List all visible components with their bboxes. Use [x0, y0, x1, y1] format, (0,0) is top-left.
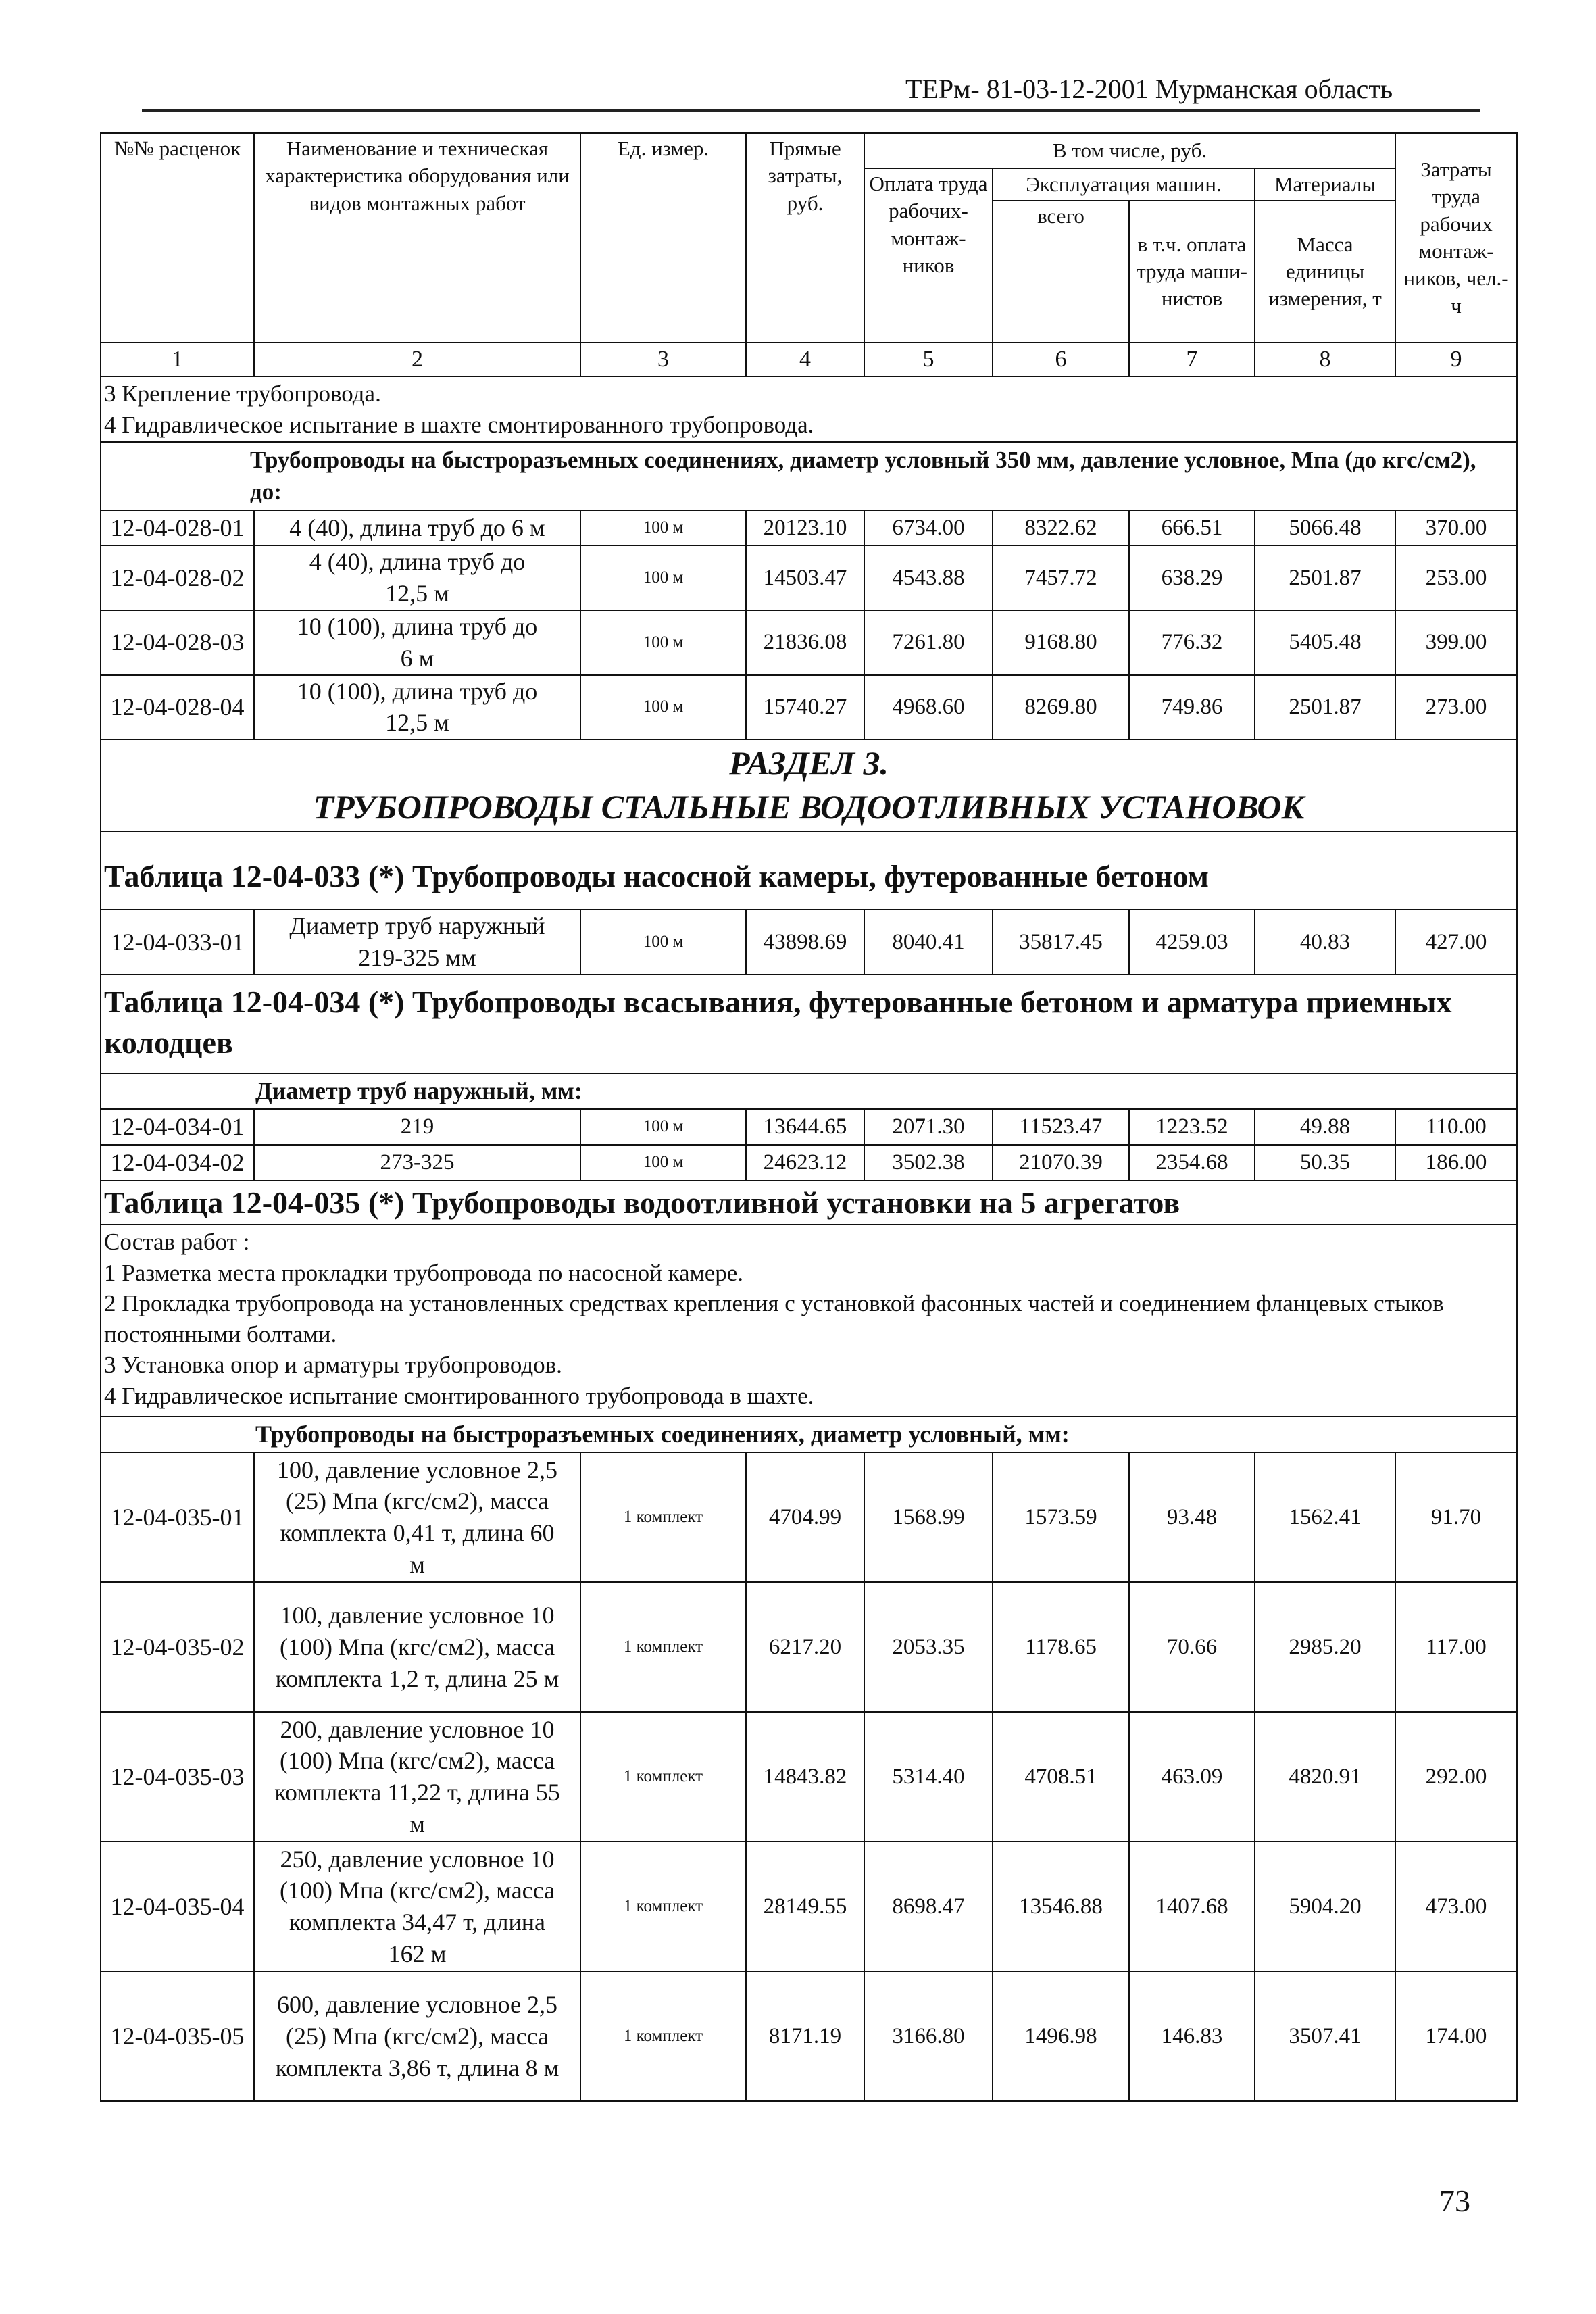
row-name: 10 (100), длина труб до 6 м — [254, 610, 580, 675]
col-header-unit: Ед. измер. — [580, 133, 746, 343]
row-labor: 7261.80 — [864, 610, 993, 675]
row-unit: 100 м — [580, 675, 746, 740]
col-num: 7 — [1129, 343, 1255, 376]
row-name: 219 — [254, 1109, 580, 1145]
row-direct: 43898.69 — [746, 910, 864, 975]
col-num: 9 — [1395, 343, 1517, 376]
subhead: Трубопроводы на быстроразъемных соединениях, диаметр условный 350 мм, давление условное, Мпа (до кгс/см2), до: — [101, 442, 1517, 510]
row-labor: 3502.38 — [864, 1145, 993, 1181]
row-name: 100, давление условное 2,5 (25) Мпа (кгс/см2), масса комплекта 0,41 т, длина 60 м — [254, 1452, 580, 1582]
row-machinists: 146.83 — [1129, 1971, 1255, 2101]
row-name: 273-325 — [254, 1145, 580, 1181]
row-labor-hours: 273.00 — [1395, 675, 1517, 740]
row-code: 12-04-028-01 — [101, 510, 254, 546]
row-labor: 1568.99 — [864, 1452, 993, 1582]
row-labor: 4543.88 — [864, 545, 993, 610]
table-title: Таблица 12-04-034 (*) Трубопроводы всасывания, футерованные бетоном и арматура приемных колодцев — [101, 975, 1517, 1073]
row-direct: 28149.55 — [746, 1842, 864, 1971]
col-header-materials: Материалы — [1255, 168, 1395, 201]
row-direct: 20123.10 — [746, 510, 864, 546]
col-header-workers: Затраты труда рабочих монтаж-ников, чел.-ч — [1395, 133, 1517, 343]
table-row — [101, 610, 1517, 675]
row-code: 12-04-034-01 — [101, 1109, 254, 1145]
row-unit: 100 м — [580, 1145, 746, 1181]
row-code: 12-04-028-03 — [101, 610, 254, 675]
work-steps — [101, 376, 1517, 442]
table-row — [101, 910, 1517, 975]
col-header-labor: Оплата труда рабочих-монтаж-ников — [864, 168, 993, 343]
row-labor-hours: 117.00 — [1395, 1582, 1517, 1712]
row-labor-hours: 91.70 — [1395, 1452, 1517, 1582]
row-labor: 5314.40 — [864, 1712, 993, 1842]
table-row — [101, 1452, 1517, 1582]
row-name: 4 (40), длина труб до 6 м — [254, 510, 580, 546]
row-machines: 8322.62 — [993, 510, 1129, 546]
row-direct: 15740.27 — [746, 675, 864, 740]
row-materials: 5066.48 — [1255, 510, 1395, 546]
row-unit: 100 м — [580, 610, 746, 675]
row-unit: 100 м — [580, 510, 746, 546]
row-machines: 35817.45 — [993, 910, 1129, 975]
col-header-direct: Прямые затраты, руб. — [746, 133, 864, 343]
row-direct: 4704.99 — [746, 1452, 864, 1582]
col-num: 1 — [101, 343, 254, 376]
row-machinists: 70.66 — [1129, 1582, 1255, 1712]
row-labor-hours: 292.00 — [1395, 1712, 1517, 1842]
table-title: Таблица 12-04-035 (*) Трубопроводы водоотливной установки на 5 агрегатов — [101, 1181, 1517, 1225]
row-code: 12-04-028-04 — [101, 675, 254, 740]
row-code: 12-04-033-01 — [101, 910, 254, 975]
row-machines: 1178.65 — [993, 1582, 1129, 1712]
row-materials: 50.35 — [1255, 1145, 1395, 1181]
row-labor: 3166.80 — [864, 1971, 993, 2101]
row-labor-hours: 186.00 — [1395, 1145, 1517, 1181]
row-unit: 1 комплект — [580, 1712, 746, 1842]
header-rule — [142, 109, 1480, 112]
work-step: Состав работ : — [104, 1229, 250, 1256]
row-machines: 7457.72 — [993, 545, 1129, 610]
row-direct: 14843.82 — [746, 1712, 864, 1842]
col-header-machines: Эксплуатация машин. — [993, 168, 1255, 201]
row-machines: 11523.47 — [993, 1109, 1129, 1145]
subhead: Диаметр труб наружный, мм: — [101, 1073, 1517, 1109]
col-num: 3 — [580, 343, 746, 376]
row-labor: 6734.00 — [864, 510, 993, 546]
row-machines: 1573.59 — [993, 1452, 1129, 1582]
row-labor: 8040.41 — [864, 910, 993, 975]
work-step: 3 Установка опор и арматуры трубопроводов. — [104, 1352, 562, 1379]
row-labor-hours: 370.00 — [1395, 510, 1517, 546]
row-labor-hours: 253.00 — [1395, 545, 1517, 610]
col-num: 4 — [746, 343, 864, 376]
row-labor: 8698.47 — [864, 1842, 993, 1971]
row-materials: 4820.91 — [1255, 1712, 1395, 1842]
row-unit: 1 комплект — [580, 1842, 746, 1971]
row-direct: 8171.19 — [746, 1971, 864, 2101]
row-materials: 49.88 — [1255, 1109, 1395, 1145]
col-header-code: №№ расценок — [101, 133, 254, 343]
row-machinists: 1407.68 — [1129, 1842, 1255, 1971]
row-code: 12-04-035-05 — [101, 1971, 254, 2101]
table-title: Таблица 12-04-033 (*) Трубопроводы насосной камеры, футерованные бетоном — [101, 831, 1517, 910]
row-name: 200, давление условное 10 (100) Мпа (кгс/см2), масса комплекта 11,22 т, длина 55 м — [254, 1712, 580, 1842]
subhead: Трубопроводы на быстроразъемных соединениях, диаметр условный, мм: — [101, 1417, 1517, 1452]
row-code: 12-04-028-02 — [101, 545, 254, 610]
col-header-incl: В том числе, руб. — [864, 133, 1395, 168]
row-labor-hours: 110.00 — [1395, 1109, 1517, 1145]
row-labor-hours: 473.00 — [1395, 1842, 1517, 1971]
table-row — [101, 510, 1517, 546]
row-machines: 4708.51 — [993, 1712, 1129, 1842]
row-name: 4 (40), длина труб до 12,5 м — [254, 545, 580, 610]
document-header: ТЕРм- 81-03-12-2001 Мурманская область — [905, 74, 1393, 104]
table-row — [101, 1145, 1517, 1181]
work-step: 3 Крепление трубопровода. — [104, 380, 381, 408]
row-machines: 21070.39 — [993, 1145, 1129, 1181]
row-unit: 1 комплект — [580, 1452, 746, 1582]
row-machinists: 776.32 — [1129, 610, 1255, 675]
table-row — [101, 675, 1517, 740]
col-num: 6 — [993, 343, 1129, 376]
table-row — [101, 1109, 1517, 1145]
col-num: 2 — [254, 343, 580, 376]
col-header-total: всего — [993, 201, 1129, 343]
row-direct: 24623.12 — [746, 1145, 864, 1181]
row-name: 10 (100), длина труб до 12,5 м — [254, 675, 580, 740]
row-materials: 5405.48 — [1255, 610, 1395, 675]
row-machinists: 638.29 — [1129, 545, 1255, 610]
row-machinists: 93.48 — [1129, 1452, 1255, 1582]
row-direct: 13644.65 — [746, 1109, 864, 1145]
table-row — [101, 545, 1517, 610]
row-direct: 6217.20 — [746, 1582, 864, 1712]
row-name: 250, давление условное 10 (100) Мпа (кгс/см2), масса комплекта 34,47 т, длина 162 м — [254, 1842, 580, 1971]
row-materials: 2985.20 — [1255, 1582, 1395, 1712]
table-row — [101, 1582, 1517, 1712]
row-code: 12-04-034-02 — [101, 1145, 254, 1181]
col-header-name: Наименование и техническая характеристика оборудования или видов монтажных работ — [254, 133, 580, 343]
row-unit: 1 комплект — [580, 1582, 746, 1712]
row-name: 100, давление условное 10 (100) Мпа (кгс/см2), масса комплекта 1,2 т, длина 25 м — [254, 1582, 580, 1712]
col-header-mass: Масса единицы измерения, т — [1255, 201, 1395, 343]
row-unit: 100 м — [580, 1109, 746, 1145]
table-row — [101, 1842, 1517, 1971]
row-unit: 1 комплект — [580, 1971, 746, 2101]
row-machinists: 666.51 — [1129, 510, 1255, 546]
row-machinists: 1223.52 — [1129, 1109, 1255, 1145]
row-code: 12-04-035-02 — [101, 1582, 254, 1712]
col-header-incl-op: в т.ч. оплата труда маши-нистов — [1129, 201, 1255, 343]
row-labor: 2053.35 — [864, 1582, 993, 1712]
row-materials: 5904.20 — [1255, 1842, 1395, 1971]
row-name: 600, давление условное 2,5 (25) Мпа (кгс/см2), масса комплекта 3,86 т, длина 8 м — [254, 1971, 580, 2101]
row-direct: 21836.08 — [746, 610, 864, 675]
row-machines: 1496.98 — [993, 1971, 1129, 2101]
row-labor: 2071.30 — [864, 1109, 993, 1145]
row-materials: 3507.41 — [1255, 1971, 1395, 2101]
work-step: 4 Гидравлическое испытание смонтированного трубопровода в шахте. — [104, 1382, 814, 1409]
row-code: 12-04-035-03 — [101, 1712, 254, 1842]
row-materials: 40.83 — [1255, 910, 1395, 975]
row-machinists: 463.09 — [1129, 1712, 1255, 1842]
row-labor-hours: 427.00 — [1395, 910, 1517, 975]
table-row — [101, 1712, 1517, 1842]
row-materials: 1562.41 — [1255, 1452, 1395, 1582]
table-row — [101, 1971, 1517, 2101]
row-code: 12-04-035-01 — [101, 1452, 254, 1582]
row-labor: 4968.60 — [864, 675, 993, 740]
row-materials: 2501.87 — [1255, 545, 1395, 610]
row-unit: 100 м — [580, 545, 746, 610]
row-machinists: 2354.68 — [1129, 1145, 1255, 1181]
row-name: Диаметр труб наружный 219-325 мм — [254, 910, 580, 975]
row-machines: 9168.80 — [993, 610, 1129, 675]
work-step: 4 Гидравлическое испытание в шахте смонтированного трубопровода. — [104, 411, 814, 438]
row-machines: 13546.88 — [993, 1842, 1129, 1971]
section-number: РАЗДЕЛ 3. — [728, 744, 889, 783]
row-code: 12-04-035-04 — [101, 1842, 254, 1971]
work-step: 2 Прокладка трубопровода на установленных средствах крепления с установкой фасонных частей и соединением фланцевых стыков постоянными болтами. — [104, 1290, 1444, 1348]
work-steps — [101, 1225, 1517, 1417]
column-numbers-row — [101, 343, 1517, 376]
section-title — [101, 739, 1517, 831]
col-num: 8 — [1255, 343, 1395, 376]
row-machines: 8269.80 — [993, 675, 1129, 740]
page-number: 73 — [1439, 2184, 1470, 2218]
row-direct: 14503.47 — [746, 545, 864, 610]
row-materials: 2501.87 — [1255, 675, 1395, 740]
rates-table — [100, 132, 1518, 2102]
row-machinists: 749.86 — [1129, 675, 1255, 740]
row-labor-hours: 174.00 — [1395, 1971, 1517, 2101]
row-machinists: 4259.03 — [1129, 910, 1255, 975]
row-labor-hours: 399.00 — [1395, 610, 1517, 675]
col-num: 5 — [864, 343, 993, 376]
work-step: 1 Разметка места прокладки трубопровода по насосной камере. — [104, 1259, 744, 1286]
section-name: ТРУБОПРОВОДЫ СТАЛЬНЫЕ ВОДООТЛИВНЫХ УСТАНОВОК — [313, 788, 1305, 827]
row-unit: 100 м — [580, 910, 746, 975]
